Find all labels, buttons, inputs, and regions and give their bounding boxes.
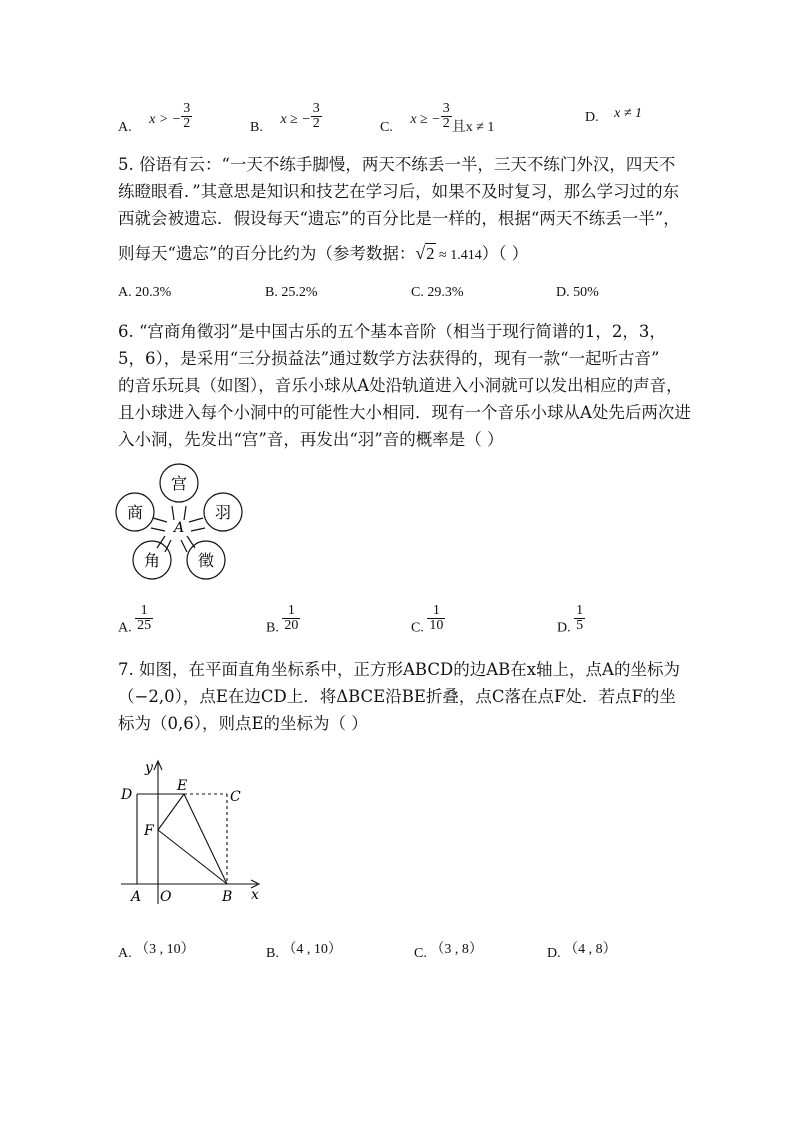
q6-music-toy-figure	[115, 462, 255, 586]
q6-line: 6. “宫商角徵羽”是中国古乐的五个基本音阶（相当于现行简谱的1，2，3，	[118, 322, 666, 341]
label-d: D	[121, 787, 133, 803]
sqrt-sign: √	[415, 243, 426, 263]
q5-last-before: 则每天“遗忘”的百分比约为（参考数据：	[118, 244, 416, 263]
note-jue: 角	[143, 551, 161, 570]
inequality-suffix: 且x ≠ 1	[451, 120, 495, 135]
option-text: （4 , 8）	[564, 942, 617, 957]
option-label: B.	[250, 120, 263, 135]
option-label: B.	[266, 620, 279, 636]
fraction	[282, 604, 300, 633]
q6-line: 的音乐玩具（如图），音乐小球从A处沿轨道进入小洞就可以发出相应的声音，	[118, 376, 683, 395]
q6-stem	[118, 318, 691, 453]
note-gong: 宫	[170, 474, 188, 493]
q5-last-after: ）（ ）	[481, 244, 529, 263]
inequality-prefix: x ≠ 1	[614, 106, 643, 121]
q5-line: 5. 俗语有云：“一天不练手脚慢，两天不练丢一半，三天不练门外汉，四天不	[118, 155, 676, 174]
note-zhi: 徵	[197, 551, 215, 570]
track-top	[172, 506, 186, 520]
numerator: 1	[432, 603, 440, 618]
q5-line-last	[118, 240, 680, 269]
numerator: 3	[312, 101, 320, 116]
q6-option-c[interactable]	[411, 604, 445, 637]
option-label: C.	[380, 120, 393, 135]
option-label: D.	[585, 110, 599, 125]
note-yu: 羽	[214, 503, 232, 522]
option-text: 50%	[573, 285, 599, 300]
denominator: 2	[442, 116, 450, 131]
denominator: 20	[284, 618, 299, 633]
q7-line: 7. 如图，在平面直角坐标系中，正方形ABCD的边AB在x轴上，点A的坐标为	[118, 660, 680, 679]
track-bottom-left	[157, 536, 171, 552]
segment-fb	[158, 830, 227, 884]
q7-option-c[interactable]	[414, 938, 483, 962]
inequality-prefix: x > −	[149, 112, 182, 127]
denominator: 10	[429, 618, 444, 633]
option-label: B.	[265, 285, 278, 300]
option-label: C.	[414, 946, 427, 961]
q4-option-b[interactable]	[250, 102, 322, 136]
fraction	[574, 604, 585, 633]
q4-option-c[interactable]	[380, 102, 494, 136]
fraction	[441, 102, 452, 131]
denominator: 5	[576, 618, 584, 633]
label-f: F	[144, 823, 154, 839]
label-y: y	[145, 760, 153, 776]
q6-line: 5，6），是采用“三分损益法”通过数学方法获得的，现有一款“一起听古音”	[118, 349, 660, 368]
segment-eb	[184, 794, 227, 884]
label-c: C	[230, 789, 241, 805]
sqrt-value: ≈ 1.414	[435, 248, 482, 263]
q6-option-b[interactable]	[266, 604, 300, 637]
label-x: x	[251, 887, 259, 903]
option-text: 29.3%	[427, 285, 464, 300]
segment-ef	[158, 794, 184, 830]
q7-line: 标为（0,6），则点E的坐标为（ ）	[118, 714, 368, 733]
q7-option-b[interactable]	[266, 938, 342, 962]
fraction	[311, 102, 322, 131]
option-text: （3 , 8）	[430, 942, 483, 957]
inequality-prefix: x ≥ −	[280, 112, 311, 127]
q5-stem	[118, 151, 680, 269]
option-text: （3 , 10）	[135, 942, 195, 957]
option-label: A.	[118, 285, 132, 300]
q7-stem	[118, 656, 680, 737]
option-label: C.	[411, 285, 424, 300]
option-label: A.	[118, 620, 132, 636]
option-label: B.	[266, 946, 279, 961]
q5-line: 练瞪眼看．”其意思是知识和技艺在学习后，如果不及时复习，那么学习过的东	[118, 182, 680, 201]
numerator: 1	[576, 603, 584, 618]
option-text: 25.2%	[281, 285, 318, 300]
label-b: B	[222, 889, 233, 905]
q6-option-d[interactable]	[557, 604, 585, 637]
denominator: 2	[312, 116, 320, 131]
option-label: A.	[118, 120, 132, 135]
q7-option-a[interactable]	[118, 938, 195, 962]
q6-option-a[interactable]	[118, 604, 153, 637]
fraction	[181, 102, 192, 131]
numerator: 1	[140, 603, 148, 618]
fraction	[135, 604, 153, 633]
point-a-label: A	[173, 520, 185, 536]
fraction	[427, 604, 445, 633]
track-bottom-right	[181, 536, 195, 552]
q6-line: 且小球进入每个小洞中的可能性大小相同．现有一个音乐小球从A处先后两次进	[118, 403, 691, 422]
q5-line: 西就会被遗忘．假设每天“遗忘”的百分比是一样的，根据“两天不练丢一半”，	[118, 209, 680, 228]
numerator: 3	[442, 101, 450, 116]
q7-line: （−2,0），点E在边CD上．将ΔBCE沿BE折叠，点C落在点F处．若点F的坐	[118, 687, 676, 706]
q5-option-c[interactable]	[411, 285, 464, 301]
sqrt-radicand: 2	[426, 244, 435, 263]
q6-line: 入小洞，先发出“宫”音，再发出“羽”音的概率是（ ）	[118, 430, 504, 449]
option-text: （4 , 10）	[282, 942, 342, 957]
option-label: C.	[411, 620, 424, 636]
denominator: 2	[183, 116, 191, 131]
note-shang: 商	[126, 503, 144, 522]
option-label: D.	[547, 946, 561, 961]
numerator: 3	[183, 101, 191, 116]
option-text: 20.3%	[135, 285, 172, 300]
inequality-prefix: x ≥ −	[410, 112, 441, 127]
option-label: A.	[118, 946, 132, 961]
option-label: D.	[556, 285, 570, 300]
q7-option-d[interactable]	[547, 938, 617, 962]
denominator: 25	[137, 618, 152, 633]
q7-coordinate-figure	[115, 756, 275, 908]
q5-option-a[interactable]	[118, 285, 171, 301]
track-left	[151, 518, 167, 531]
label-o: O	[160, 889, 172, 905]
label-e: E	[177, 778, 188, 794]
q5-option-b[interactable]	[265, 285, 318, 301]
numerator: 1	[287, 603, 295, 618]
track-right	[189, 518, 205, 531]
option-label: D.	[557, 620, 571, 636]
q4-option-a[interactable]	[118, 102, 192, 136]
label-a: A	[131, 889, 142, 905]
q4-option-d[interactable]	[585, 106, 642, 126]
q5-option-d[interactable]	[556, 285, 599, 301]
